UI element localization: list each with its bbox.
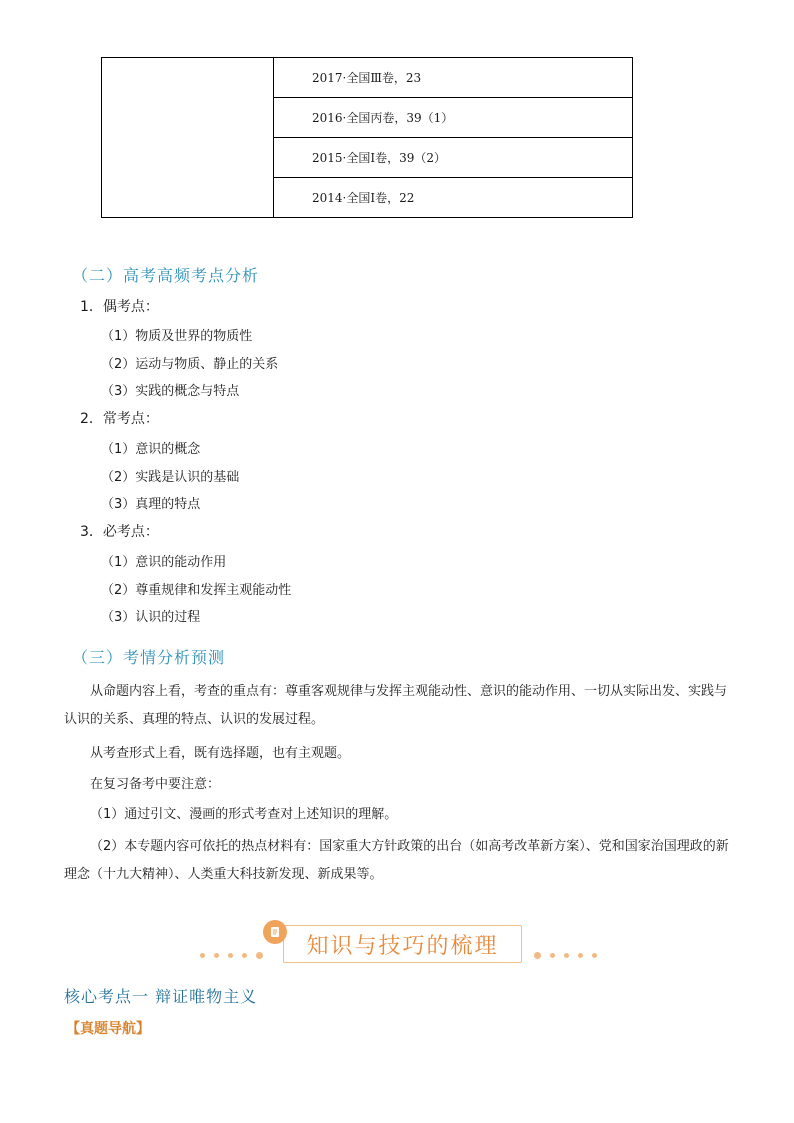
list-item: （1）物质及世界的物质性 bbox=[101, 329, 253, 344]
list-item: （3）认识的过程 bbox=[101, 610, 201, 625]
list-item: （1）意识的能动作用 bbox=[101, 555, 227, 570]
core-title: 核心考点一 辩证唯物主义 bbox=[64, 987, 258, 1006]
group-label: 1．偶考点： bbox=[80, 299, 159, 315]
list-item: （2）运动与物质、静止的关系 bbox=[101, 357, 279, 372]
paragraph: （2）本专题内容可依托的热点材料有：国家重大方针政策的出台（如高考改革新方案）、党和国家治国理政的新理念（十九大精神）、人类重大科技新发现、新成果等。 bbox=[64, 839, 729, 882]
table-row: 2014·全国Ⅰ卷，22 bbox=[274, 178, 633, 218]
banner-dots-left bbox=[200, 953, 263, 959]
banner-dots-right bbox=[534, 953, 597, 959]
list-item: （1）意识的概念 bbox=[101, 442, 201, 457]
nav-label: 【真题导航】 bbox=[66, 1021, 150, 1037]
list-item: （2）实践是认识的基础 bbox=[101, 470, 240, 485]
table-left-cell bbox=[102, 58, 274, 218]
list-item: （2）尊重规律和发挥主观能动性 bbox=[101, 583, 292, 598]
section-title: （二）高考高频考点分析 bbox=[72, 266, 260, 285]
exam-table bbox=[101, 57, 633, 218]
list-item: （3）真理的特点 bbox=[101, 497, 201, 512]
paragraph: 从考查形式上看，既有选择题，也有主观题。 bbox=[90, 746, 351, 761]
section-banner bbox=[200, 922, 600, 968]
group-label: 2．常考点： bbox=[80, 411, 159, 427]
banner-title: 知识与技巧的梳理 bbox=[283, 925, 522, 963]
table-row: 2016·全国丙卷，39（1） bbox=[274, 98, 633, 138]
table-row: 2015·全国Ⅰ卷，39（2） bbox=[274, 138, 633, 178]
group-label: 3．必考点： bbox=[80, 524, 159, 540]
paragraph: 从命题内容上看，考查的重点有：尊重客观规律与发挥主观能动性、意识的能动作用、一切从实际出发、实践与认识的关系、真理的特点、认识的发展过程。 bbox=[64, 684, 728, 727]
table-row: 2017·全国Ⅲ卷，23 bbox=[274, 58, 633, 98]
list-item: （3）实践的概念与特点 bbox=[101, 384, 240, 399]
section-title: （三）考情分析预测 bbox=[72, 648, 226, 667]
note-icon bbox=[263, 920, 287, 944]
paragraph: （1）通过引文、漫画的形式考查对上述知识的理解。 bbox=[90, 807, 398, 822]
paragraph: 在复习备考中要注意： bbox=[90, 777, 221, 792]
